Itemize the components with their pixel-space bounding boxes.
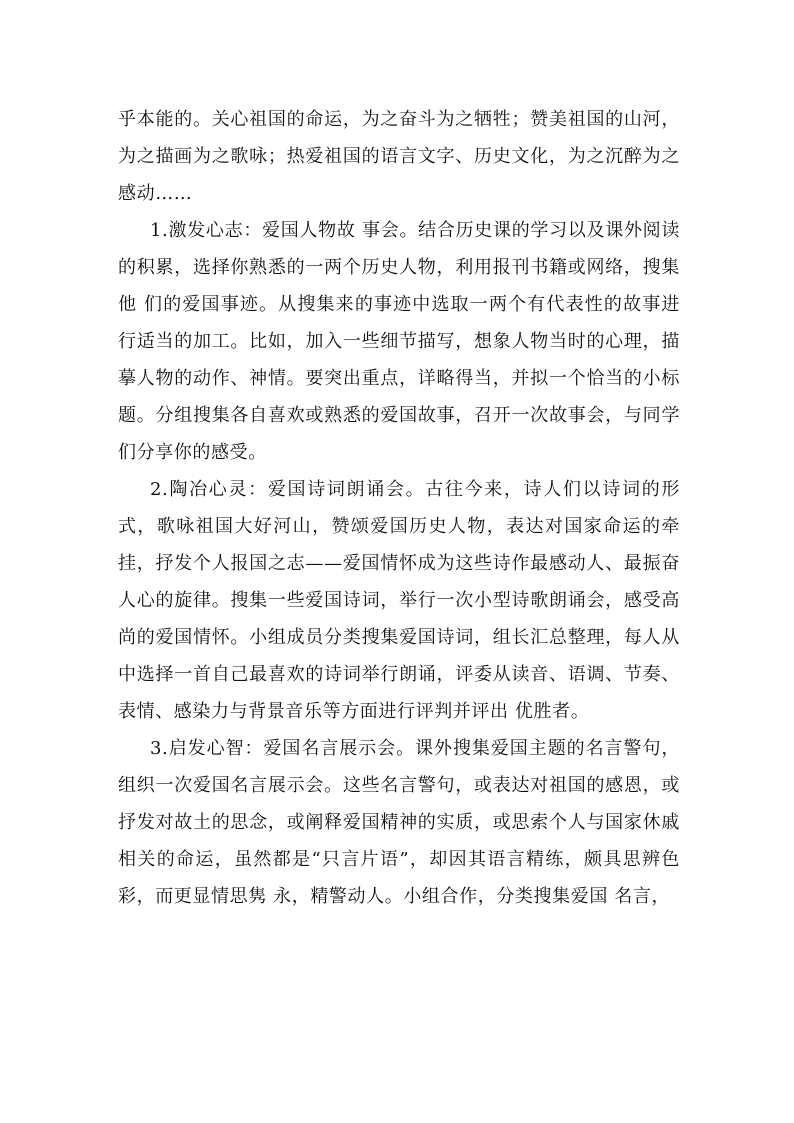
paragraph-poetry-recital: 2.陶冶心灵：爱国诗词朗诵会。古往今来，诗人们以诗词的形式，歌咏祖国大好河山，赞颂爱国历史人物，表达对国家命运的牵挂，抒发个人报国之志——爱国情怀成为这些诗作最感动人、最振奋人心的旋律。搜集一些爱国诗词，举行一次小型诗歌朗诵会，感受高尚的爱国情怀。小组成员分类搜集爱国诗词，组长汇总整理，每人从中选择一首自己最喜欢的诗词举行朗诵，评委从读音、语调、节奏、表情、感染力与背景音乐等方面进行评判并评出 优胜者。 bbox=[118, 479, 680, 722]
paragraph-intro-continuation: 乎本能的。关心祖国的命运，为之奋斗为之牺牲；赞美祖国的山河，为之描画为之歌咏；热爱祖国的语言文字、历史文化，为之沉醉为之感动…… bbox=[118, 109, 680, 204]
body-text bbox=[118, 101, 680, 915]
paragraph-story-meeting: 1.激发心志：爱国人物故 事会。结合历史课的学习以及课外阅读的积累，选择你熟悉的一两个历史人物，利用报刊书籍或网络，搜集他 们的爱国事迹。从搜集来的事迹中选取一两个有代表性的故事进行适当的加工。比如，加入一些细节描写，想象人物当时的心理，描摹人物的动作、神情。要突出重点，详略得当，并拟一个恰当的小标题。分组搜集各自喜欢或熟悉的爱国故事，召开一次故事会，与同学们分享你的感受。 bbox=[118, 220, 680, 463]
paragraph-quotes-exhibition: 3.启发心智：爱国名言展示会。课外搜集爱国主题的名言警句，组织一次爱国名言展示会。这些名言警句，或表达对祖国的感恩，或抒发对故土的思念，或阐释爱国精神的实质，或思索个人与国家休戚相关的命运，虽然都是“只言片语”，却因其语言精练，颇具思辨色彩，而更显情思隽 永，精警动人。小组合作，分类搜集爱国 名言， bbox=[118, 738, 680, 907]
